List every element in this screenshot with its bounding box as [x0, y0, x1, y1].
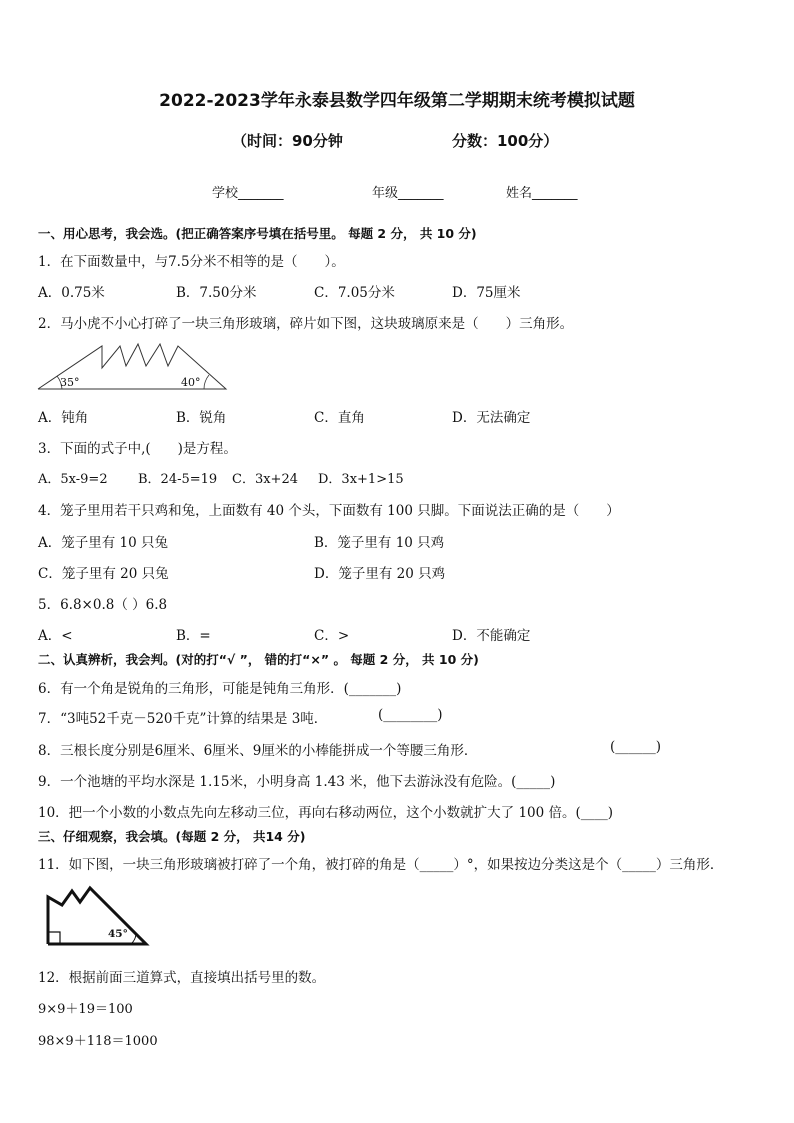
broken-right-triangle-figure	[44, 884, 152, 948]
q3-option-d: D．3x+1>15	[318, 472, 404, 487]
question-7: 7．“3吨52千克－520千克”计算的结果是 3吨．	[38, 711, 328, 727]
question-12: 12．根据前面三道算式，直接填出括号里的数。	[38, 970, 326, 986]
equation-1: 9×9＋19＝100	[38, 1002, 133, 1017]
question-7-blank: (________)	[378, 707, 443, 723]
question-2: 2．马小虎不小心打碎了一块三角形玻璃，碎片如下图，这块玻璃原来是（ ）三角形。	[38, 316, 574, 332]
school-field: 学校_______	[212, 186, 284, 201]
q2-option-c: C．直角	[314, 410, 365, 426]
q5-option-c: C．>	[314, 628, 350, 644]
question-1: 1．在下面数量中，与7.5分米不相等的是（ ）。	[38, 254, 345, 270]
grade-field: 年级_______	[372, 186, 444, 201]
broken-triangle-figure	[36, 338, 230, 394]
question-9: 9．一个池塘的平均水深是 1.15米，小明身高 1.43 米，他下去游泳没有危险。(_____)	[38, 774, 556, 790]
q4-option-a: A．笼子里有 10 只兔	[38, 535, 169, 551]
q3-option-a: A．5x-9=2	[38, 472, 108, 487]
q3-option-b: B．24-5=19	[138, 472, 218, 487]
name-field: 姓名_______	[506, 186, 578, 201]
q2-option-a: A．钝角	[38, 410, 89, 426]
question-8-blank: (______)	[610, 739, 662, 755]
section-1-heading: 一、用心思考，我会选。(把正确答案序号填在括号里。 每题 2 分， 共 10 分)	[38, 226, 477, 241]
q2-option-d: D．无法确定	[452, 410, 531, 426]
q4-option-d: D．笼子里有 20 只鸡	[314, 566, 446, 582]
question-8: 8．三根长度分别是6厘米、6厘米、9厘米的小棒能拼成一个等腰三角形．	[38, 743, 478, 759]
q3-option-c: C．3x+24	[232, 472, 298, 487]
q1-option-a: A．0.75米	[38, 285, 105, 301]
angle-label-45: 45°	[108, 928, 128, 940]
q5-option-b: B．=	[176, 628, 211, 644]
q4-option-b: B．笼子里有 10 只鸡	[314, 535, 445, 551]
angle-label-right: 40°	[181, 376, 201, 389]
question-10: 10．把一个小数的小数点先向左移动三位，再向右移动两位，这个小数就扩大了 100 倍。(____)	[38, 805, 614, 821]
section-2-heading: 二、认真辨析，我会判。(对的打“√ ”， 错的打“×” 。 每题 2 分， 共 10 分)	[38, 652, 479, 667]
equation-2: 98×9＋118＝1000	[38, 1034, 158, 1049]
q5-option-a: A．<	[38, 628, 73, 644]
angle-label-left: 35°	[60, 376, 80, 389]
q1-option-c: C．7.05分米	[314, 285, 395, 301]
time-label: （时间：90分钟	[232, 132, 343, 150]
question-3: 3．下面的式子中,( )是方程。	[38, 441, 237, 457]
question-11: 11．如下图，一块三角形玻璃被打碎了一个角，被打碎的角是（_____）°，如果按边分类这是个（_____）三角形．	[38, 857, 724, 873]
question-5: 5．6.8×0.8（ ）6.8	[38, 597, 168, 613]
question-4: 4．笼子里用若干只鸡和兔，上面数有 40 个头，下面数有 100 只脚。下面说法正确的是（ ）	[38, 503, 620, 519]
q2-option-b: B．锐角	[176, 410, 227, 426]
page-title: 2022-2023学年永泰县数学四年级第二学期期末统考模拟试题	[159, 91, 635, 111]
q1-option-b: B．7.50分米	[176, 285, 257, 301]
question-6: 6．有一个角是锐角的三角形，可能是钝角三角形．(_______)	[38, 681, 402, 697]
q5-option-d: D．不能确定	[452, 628, 531, 644]
section-3-heading: 三、仔细观察，我会填。(每题 2 分， 共14 分)	[38, 829, 306, 844]
score-label: 分数：100分）	[452, 132, 559, 150]
q1-option-d: D．75厘米	[452, 285, 521, 301]
q4-option-c: C．笼子里有 20 只兔	[38, 566, 169, 582]
